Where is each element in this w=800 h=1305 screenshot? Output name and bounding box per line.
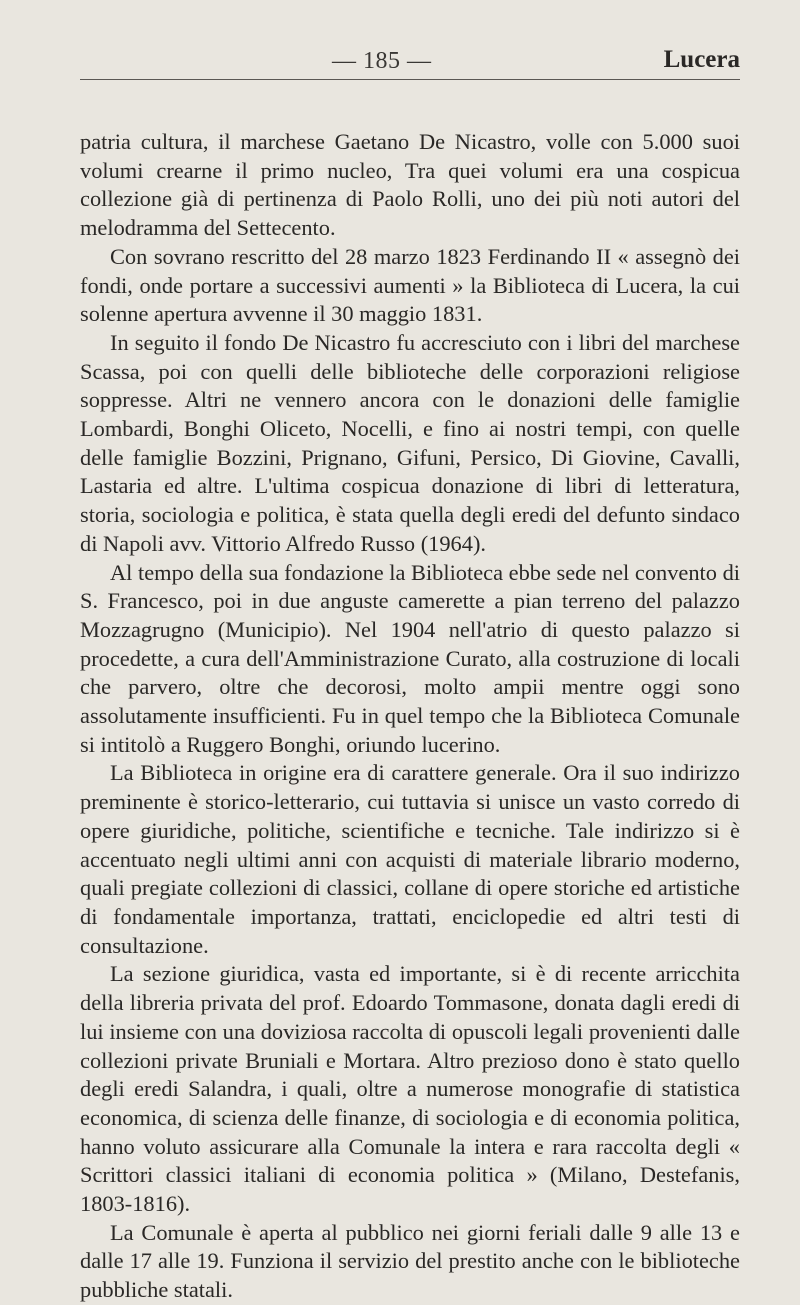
header-rule xyxy=(80,79,740,80)
paragraph-5: La Biblioteca in origine era di carattere generale. Ora il suo indirizzo preminente è storico-letterario, cui tuttavia si unisce un vasto corredo di opere giuridiche, politiche, scientifiche e tecniche. Tale indirizzo si è accentuato negli ultimi anni con acquisti di materiale librario moderno, quali pregiate collezioni di classici, collane di opere storiche ed artistiche di fondamentale importanza, trattati, enciclopedie ed altri testi di consultazione. xyxy=(80,760,740,958)
paragraph-6: La sezione giuridica, vasta ed importante, si è di recente arricchita della libreria privata del prof. Edoardo Tommasone, donata dagli eredi di lui insieme con una doviziosa raccolta di opuscoli legali provenienti dalle collezioni private Bruniali e Mortara. Altro prezioso dono è stato quello degli eredi Salandra, i quali, oltre a numerose monografie di statistica economica, di scienza delle finanze, di sociologia e di economia politica, hanno voluto assicurare alla Comunale la intera e rara raccolta degli « Scrittori classici italiani di economia politica » (Milano, Destefanis, 1803-1816). xyxy=(80,961,740,1217)
section-title: Lucera xyxy=(663,46,740,73)
page-number: — 185 — xyxy=(332,48,432,74)
paragraph-4: Al tempo della sua fondazione la Biblioteca ebbe sede nel convento di S. Francesco, poi in due anguste camerette a pian terreno del palazzo Mozzagrugno (Municipio). Nel 1904 nell'atrio di questo palazzo si procedette, a cura dell'Amministrazione Curato, alla costruzione di locali che parvero, oltre che decorosi, molto ampii mentre oggi sono assolutamente insufficienti. Fu in quel tempo che la Biblioteca Comunale si intitolò a Ruggero Bonghi, oriundo lucerino. xyxy=(80,559,740,757)
paragraph-1: patria cultura, il marchese Gaetano De Nicastro, volle con 5.000 suoi volumi crearne il primo nucleo, Tra quei volumi era una cospicua collezione già di pertinenza di Paolo Rolli, uno dei più noti autori del melodramma del Settecento. xyxy=(80,129,740,241)
paragraph-7: La Comunale è aperta al pubblico nei giorni feriali dalle 9 alle 13 e dalle 17 alle 19. Funziona il servizio del prestito anche con le biblioteche pubbliche statali. xyxy=(80,1219,740,1303)
paragraph-2: Con sovrano rescritto del 28 marzo 1823 Ferdinando II « assegnò dei fondi, onde portare a successivi aumenti » la Biblioteca di Lucera, la cui solenne apertura avvenne il 30 maggio 1831. xyxy=(80,243,740,327)
running-header xyxy=(80,46,740,80)
paragraph-3: In seguito il fondo De Nicastro fu accresciuto con i libri del marchese Scassa, poi con quelli delle biblioteche delle corporazioni religiose soppresse. Altri ne vennero ancora con le donazioni delle famiglie Lombardi, Bonghi Oliceto, Nocelli, e fino ai nostri tempi, con quelle delle famiglie Bozzini, Prignano, Gifuni, Persico, Di Giovine, Cavalli, Lastaria ed altre. L'ultima cospicua donazione di libri di letteratura, storia, sociologia e politica, è stata quella degli eredi del defunto sindaco di Napoli avv. Vittorio Alfredo Russo (1964). xyxy=(80,329,740,556)
body-text xyxy=(80,128,740,1305)
